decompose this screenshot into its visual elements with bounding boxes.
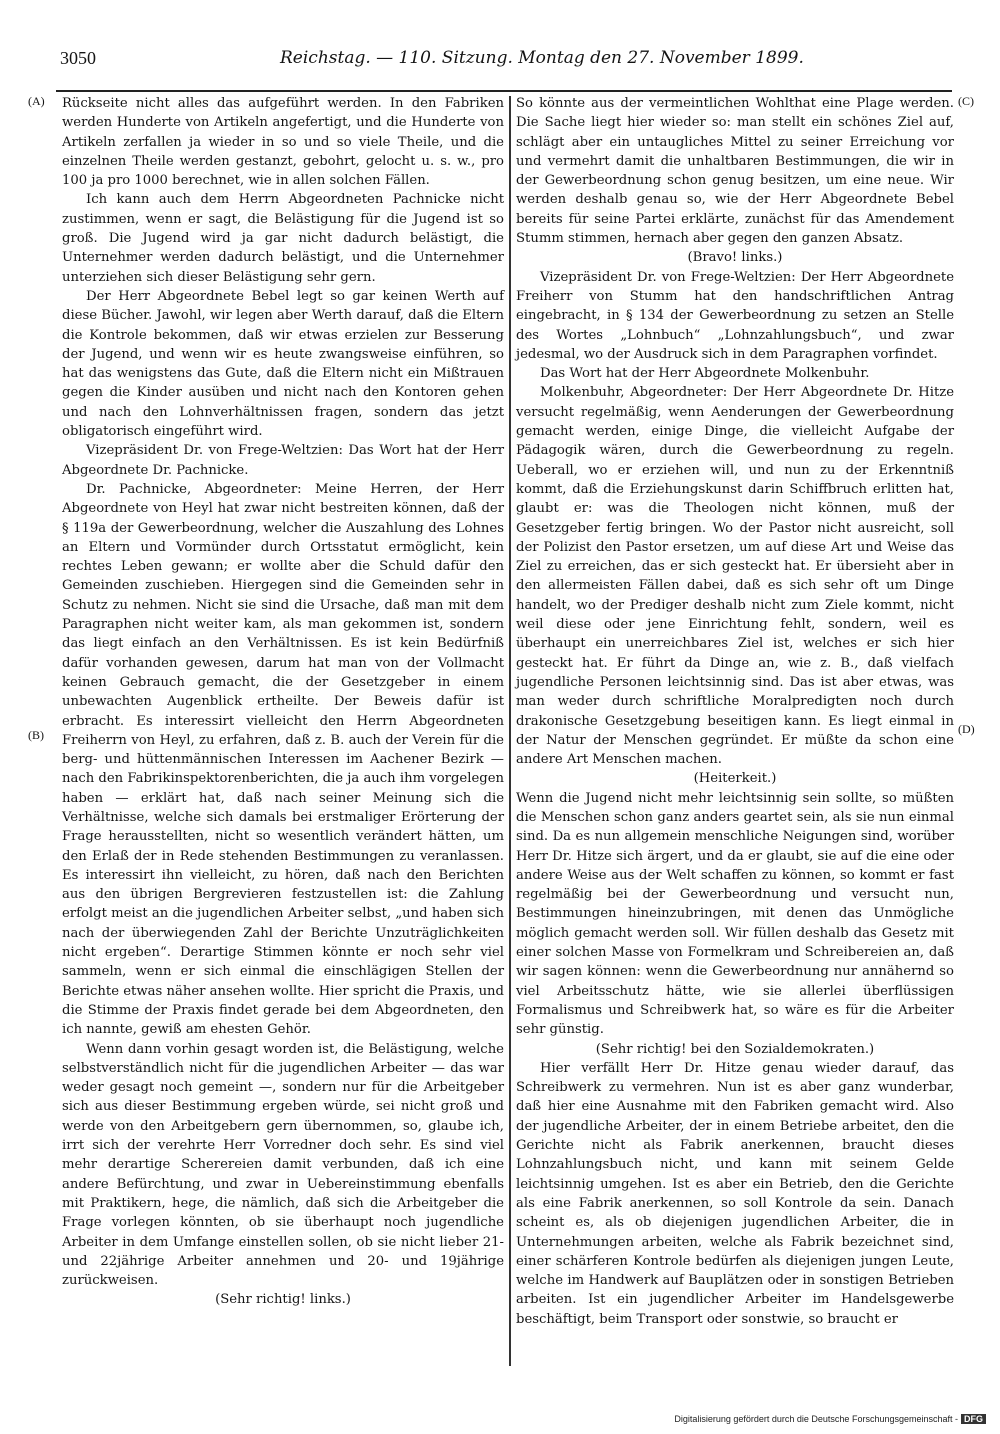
paragraph: Molkenbuhr, Abgeordneter: Der Herr Abgeordnete Dr. Hitze versucht regelmäßig, wenn Aenderungen der Gewerbeordnung gemacht werden, einige Dinge, die vielleicht Aufgabe der Pädagogik wären, durch die Gewerbeordnung zu regeln. Ueberall, wo er erziehen will, und nun zu der Erkenntniß kommt, daß die Erziehungskunst darin Schiffbruch erlitten hat, glaubt er: was die Theologen nicht können, muß der Gesetzgeber fertig bringen. Wo der Pastor nicht ausreicht, soll der Polizist den Pastor ersetzen, um auf diese Art und Weise das Ziel zu erreichen, das er sich gesteckt hat. Er übersieht aber in den allermeisten Fällen dabei, daß es sich sehr oft um Dinge handelt, wo der Prediger deshalb nicht zum Ziele kommt, nicht weil diese oder jene Einrichtung fehlt, sondern, weil es überhaupt ein unerreichbares Ziel ist, welches er sich hier gesteckt hat. Er führt da Dinge an, wie z. B., daß vielfach jugendliche Personen leichtsinnig sind. Das ist aber etwas, was man weder durch schriftliche Moralpredigten noch durch drakonische Gesetzgebung beseitigen kann. Es liegt einmal in der Natur der Menschen gegründet. Er müßte da schon eine andere Art Menschen machen.	[516, 385, 954, 768]
paragraph: (Sehr richtig! bei den Sozialdemokraten.)	[595, 1041, 875, 1057]
paragraph: Ich kann auch dem Herrn Abgeordneten Pachnicke nicht zustimmen, wenn er sagt, die Belästigung für die Jugend ist so groß. Die Jugend wird ja gar nicht dadurch belästigt, die Unternehmer werden dadurch belästigt, und die Unternehmer unterziehen sich dieser Belästigung sehr gern.	[62, 192, 504, 285]
column-divider	[509, 96, 511, 1366]
paragraph: Wenn dann vorhin gesagt worden ist, die Belästigung, welche selbstverständlich nicht für die jugendlichen Arbeiter — das war weder gesagt noch gemeint —, sondern nur für die Arbeitgeber sich aus dieser Bestimmung ergeben würde, sei nicht groß und werde von den Arbeitgebern gern übernommen, so, glaube ich, irrt sich der verehrte Herr Vorredner doch sehr. Es sind viel mehr derartige Scherereien damit verbunden, daß ich eine andere Befürchtung, und zwar in Uebereinstimmung ebenfalls mit Praktikern, hege, die nämlich, daß sich die Arbeitgeber die Frage vorlegen könnten, ob sie überhaupt noch jugendliche Arbeiter in dem Umfange einstellen sollen, ob sie nicht lieber 21- und 22jährige Arbeiter annehmen und 20- und 19jährige zurückweisen.	[62, 1041, 504, 1289]
header-rule	[56, 90, 952, 92]
left-column	[62, 94, 504, 1310]
dfg-logo: DFG	[961, 1414, 986, 1424]
paragraph: Das Wort hat der Herr Abgeordnete Molkenbuhr.	[540, 366, 870, 382]
running-title: Reichstag. — 110. Sitzung. Montag den 27. November 1899.	[280, 48, 804, 68]
paragraph: (Sehr richtig! links.)	[215, 1292, 351, 1308]
paragraph: So könnte aus der vermeintlichen Wohlthat eine Plage werden. Die Sache liegt hier wieder so: man stellt ein schönes Ziel auf, schlägt aber ein untaugliches Mittel zu seiner Erreichung vor und vermehrt damit die unhaltbaren Bestimmungen, die wir in der Gewerbeordnung schon genug besitzen, um eine neue. Wir werden deshalb genau so, wie der Herr Abgeordnete Bebel bereits für seine Partei erklärte, zunächst für das Amendement Stumm stimmen, hernach aber gegen den ganzen Absatz.	[516, 96, 954, 247]
paragraph: Hier verfällt Herr Dr. Hitze genau wieder darauf, das Schreibwerk zu vermehren. Nun ist es aber ganz wunderbar, daß hier eine Ausnahme mit den Fabriken gemacht wird. Also der jugendliche Arbeiter, der in einem Betriebe arbeitet, den die Gerichte nicht als Fabrik anerkennen, braucht dieses Lohnzahlungsbuch nicht, und kann mit seinem Gelde leichtsinnig umgehen. Ist es aber ein Betrieb, den die Gerichte als eine Fabrik anerkennen, so soll Kontrole da sein. Danach scheint es, als ob diejenigen jugendlichen Arbeiter, die in Unternehmungen arbeiten, welche als Fabrik bezeichnet sind, einer schärferen Kontrole bedürfen als diejenigen jungen Leute, welche im Handwerk auf Bauplätzen oder in sonstigen Betrieben arbeiten. Ist ein jugendlicher Arbeiter im Handelsgewerbe beschäftigt, beim Transport oder sonstwie, so braucht er	[516, 1060, 954, 1327]
margin-mark-d: (D)	[958, 722, 975, 736]
footer-credit	[674, 1414, 986, 1424]
margin-mark-b: (B)	[28, 728, 44, 742]
paragraph: Wenn die Jugend nicht mehr leichtsinnig sein sollte, so müßten die Menschen schon ganz anders geartet sein, als sie nun einmal sind. Da es nun allgemein menschliche Neigungen sind, worüber Herr Dr. Hitze sich ärgert, und da er glaubt, sie auf die eine oder andere Weise aus der Welt schaffen zu können, so kommt er fast regelmäßig bei der Gewerbeordnung und versucht nun, Bestimmungen hineinzubringen, mit denen das Unmögliche möglich gemacht werden soll. Wir füllen deshalb das Gesetz mit einer solchen Masse von Formelkram und Schreibereien an, daß wir sagen können: wenn die Gewerbeordnung nur annähernd so viel Arbeitsschutz hätte, wie sie allerlei überflüssigen Formalismus und Schreibwerk hat, so wäre es für die Arbeiter sehr günstig.	[516, 790, 954, 1038]
footer-text: Digitalisierung gefördert durch die Deutsche Forschungsgemeinschaft -	[674, 1414, 958, 1424]
paragraph: Vizepräsident Dr. von Frege-Weltzien: Der Herr Abgeordnete Freiherr von Stumm hat den handschriftlichen Antrag eingebracht, in § 134 der Gewerbeordnung zu setzen an Stelle des Wortes „Lohnbuch“ „Lohnzahlungsbuch“, und zwar jedesmal, wo der Ausdruck sich in dem Paragraphen vorfindet.	[516, 269, 954, 362]
right-column	[516, 94, 954, 1329]
paragraph: (Heiterkeit.)	[693, 771, 777, 787]
paragraph: Vizepräsident Dr. von Frege-Weltzien: Das Wort hat der Herr Abgeordnete Dr. Pachnicke.	[62, 443, 504, 478]
paragraph: Der Herr Abgeordnete Bebel legt so gar keinen Werth auf diese Bücher. Jawohl, wir legen aber Werth darauf, daß die Eltern die Kontrole bekommen, daß wir etwas erzielen zur Besserung der Jugend, und wenn wir es heute zwangsweise einführen, so hat das wenigstens das Gute, daß die Eltern nicht ein Mißtrauen gegen die Kinder ausüben und nicht nach den Kontoren gehen und nach den Lohnverhältnissen fragen, sondern das jetzt obligatorisch eingeführt wird.	[62, 288, 504, 440]
paragraph: Rückseite nicht alles das aufgeführt werden. In den Fabriken werden Hunderte von Artikeln angefertigt, und die Hunderte von Artikeln zerfallen ja wieder in so und so viele Theile, und die einzelnen Theile werden gestanzt, gebohrt, gelocht u. s. w., pro 100 ja pro 1000 berechnet, wie in allen solchen Fällen.	[62, 96, 504, 189]
paragraph: (Bravo! links.)	[687, 250, 783, 266]
page-header	[60, 46, 952, 72]
page-number: 3050	[60, 48, 96, 68]
paragraph: Dr. Pachnicke, Abgeordneter: Meine Herren, der Herr Abgeordnete von Heyl hat zwar nicht bestreiten können, daß der § 119a der Gewerbeordnung, welcher die Auszahlung des Lohnes an Eltern und Vormünder durch Ortsstatut ermöglicht, kein rechtes Leben gewann; er wollte aber die Schuld dafür den Gemeinden zuschieben. Hiergegen sind die Gemeinden sehr in Schutz zu nehmen. Nicht sie sind die Ursache, daß man mit dem Paragraphen nicht weiter kam, als man gekommen ist, sondern das liegt einfach an den Verhältnissen. Es ist kein Bedürfniß dafür vorhanden gewesen, darum hat man von der Vollmacht keinen Gebrauch gemacht, die der Gesetzgeber in einem unbewachten Augenblick ertheilte. Der Beweis dafür ist erbracht. Es interessirt vielleicht den Herrn Abgeordneten Freiherrn von Heyl, zu erfahren, daß z. B. auch der Verein für die berg- und hüttenmännischen Interessen im Aachener Bezirk — nach den Fabrikinspektorenberichten, die ja auch ihm vorgelegen haben — erklärt hat, daß nach seiner Meinung sich die Verhältnisse, welche sich damals bei erstmaliger Erörterung der Frage herausstellten, nicht so wesentlich verändert hätten, um den Erlaß der in Rede stehenden Bestimmungen zu veranlassen. Es interessirt ihn vielleicht, zu hören, daß nach den Berichten aus den übrigen Bergrevieren festzustellen ist: die Zahlung erfolgt meist an die jugendlichen Arbeiter selbst, „und haben sich nach der überwiegenden Zahl der Berichte Unzuträglichkeiten nicht ergeben“. Derartige Stimmen könnte er noch sehr viel sammeln, wenn er sich einmal die einschlägigen Stellen der Berichte etwas näher ansehen wollte. Hier spricht die Praxis, und die Stimme der Praxis findet gerade bei dem Abgeordneten, den ich nannte, gewiß am ehesten Gehör.	[62, 481, 504, 1038]
margin-mark-a: (A)	[28, 94, 45, 108]
margin-mark-c: (C)	[958, 94, 974, 108]
